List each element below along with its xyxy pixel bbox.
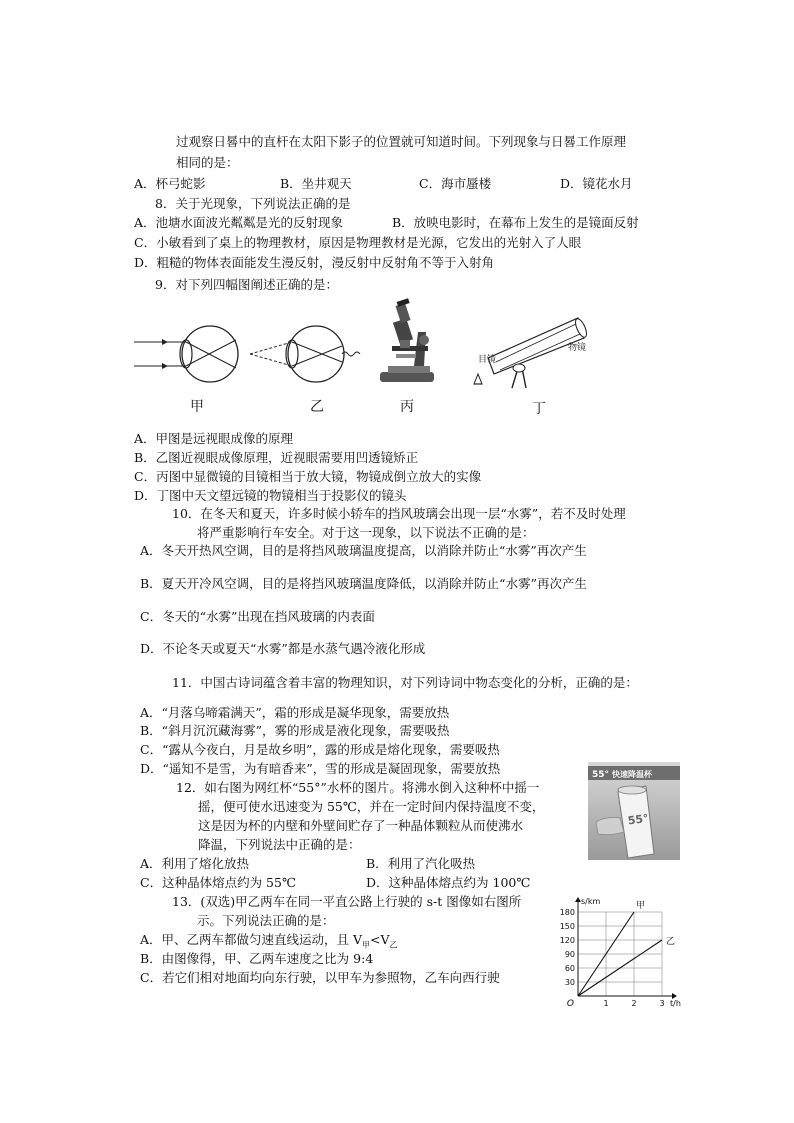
y-tick-label-3: 120 [559, 936, 575, 945]
y-axis-label: s/km [581, 897, 601, 906]
q13-option-a-sub-jia: 甲 [362, 940, 371, 950]
q12-stem-line3: 这是因为杯的内壁和外壁间贮存了一种晶体颗粒从而使沸水 [198, 818, 524, 833]
telescope-objective-label: 物镜 [568, 343, 587, 353]
caption-yi: 乙 [310, 399, 324, 415]
y-tick-label-1: 60 [564, 964, 575, 973]
q7-stem-line2: 相同的是： [176, 155, 239, 170]
cup-brand-text: 55° [592, 770, 610, 780]
q8-option-b: B．放映电影时，在幕布上发生的是镜面反射 [392, 215, 639, 230]
q12-stem-line4: 降温，下列说法中正确的是： [198, 837, 361, 852]
q12-option-c: C．这种晶体熔点约为 55℃ [140, 875, 296, 890]
cup-body-55-text: 55° [626, 811, 650, 828]
q13-option-c: C．若它们相对地面均向东行驶，以甲车为参照物，乙车向西行驶 [140, 970, 500, 985]
figure-yi-eye-diagram [246, 318, 368, 390]
cup-product-photo [588, 762, 680, 860]
q10-option-c: C．冬天的“水雾”出现在挡风玻璃的内表面 [140, 609, 375, 624]
cup-slogan-text: 快速降温杯 [612, 770, 652, 779]
q8-option-d: D．粗糙的物体表面能发生漫反射，漫反射中反射角不等于入射角 [134, 255, 495, 270]
q11-option-a: A．“月落乌啼霜满天”，霜的形成是凝华现象，需要放热 [140, 705, 450, 720]
q13-stem-line1: 13．(双选)甲乙两车在同一平直公路上行驶的 s-t 图像如右图所 [172, 894, 522, 909]
caption-ding: 丁 [532, 401, 546, 417]
q13-option-a-text: A．甲、乙两车都做匀速直线运动，且 V [140, 932, 363, 947]
x-tick-label-1: 2 [631, 999, 637, 1008]
q13-option-a-mid: <V [370, 932, 390, 947]
q7-option-d: D．镜花水月 [560, 176, 633, 191]
q7-stem-line1: 过观察日晷中的直杆在太阳下影子的位置就可知道时间。下列现象与日晷工作原理 [176, 134, 627, 149]
figure-ding-telescope [466, 312, 590, 392]
y-tick-label-2: 90 [564, 950, 575, 959]
q9-option-c: C．丙图中显微镜的目镜相当于放大镜，物镜成倒立放大的实像 [134, 469, 482, 484]
q9-option-d: D．丁图中天文望远镜的物镜相当于投影仪的镜头 [134, 488, 407, 503]
q10-stem-line1: 10．在冬天和夏天，许多时候小轿车的挡风玻璃会出现一层“水雾”，若不及时处理 [172, 506, 626, 521]
q11-option-b: B．“斜月沉沉藏海雾”，雾的形成是液化现象，需要吸热 [140, 723, 450, 738]
series-label-0: 甲 [636, 901, 646, 911]
q7-option-c: C．海市蜃楼 [419, 176, 492, 191]
q11-option-d: D．“遥知不是雪，为有暗香来”，雪的形成是凝固现象，需要放热 [140, 761, 501, 776]
q7-option-b: B．坐井观天 [280, 176, 352, 191]
origin-label: O [566, 999, 574, 1008]
caption-bing: 丙 [400, 399, 414, 415]
q8-option-a: A．池塘水面波光粼粼是光的反射现象 [134, 215, 344, 230]
telescope-eyepiece-label: 目镜 [478, 355, 497, 365]
figure-jia-eye-diagram [132, 318, 244, 390]
q11-stem: 11．中国古诗词蕴含着丰富的物理知识，对下列诗词中物态变化的分析，正确的是： [172, 675, 638, 690]
y-tick-label-0: 30 [564, 978, 575, 987]
q13-stem-line2: 示。下列说法正确的是： [197, 913, 335, 928]
q8-stem: 8．关于光现象，下列说法正确的是 [155, 196, 351, 211]
q9-stem: 9．对下列四幅图阐述正确的是： [155, 277, 338, 292]
q10-option-b: B．夏天开冷风空调，目的是将挡风玻璃温度降低，以消除并防止“水雾”再次产生 [140, 576, 587, 591]
st-graph-chart [552, 894, 682, 1008]
q12-option-d: D．这种晶体熔点约为 100℃ [366, 875, 531, 890]
q10-stem-line2: 将严重影响行车安全。对于这一现象，以下说法不正确的是： [197, 525, 535, 540]
q12-option-a: A．利用了熔化放热 [140, 856, 250, 871]
q12-option-b: B．利用了汽化吸热 [366, 856, 476, 871]
q10-option-d: D．不论冬天或夏天“水雾”都是水蒸气遇冷液化形成 [140, 641, 426, 656]
q10-option-a: A．冬天开热风空调，目的是将挡风玻璃温度提高，以消除并防止“水雾”再次产生 [140, 543, 587, 558]
q9-option-a: A．甲图是远视眼成像的原理 [134, 431, 294, 446]
series-label-1: 乙 [666, 937, 676, 947]
x-axis-label: t/h [670, 999, 681, 1008]
q12-stem-line1: 12．如右图为网红杯“55°”水杯的图片。将沸水倒入这种杯中摇一 [176, 780, 540, 795]
q13-option-a-sub-yi: 乙 [389, 940, 398, 950]
q7-option-a: A．杯弓蛇影 [134, 176, 206, 191]
q9-option-b: B．乙图近视眼成像原理，近视眼需要用凹透镜矫正 [134, 450, 419, 465]
figure-bing-microscope [374, 296, 444, 386]
caption-jia: 甲 [190, 399, 204, 415]
q12-stem-line2: 摇，便可使水迅速变为 55℃，并在一定时间内保持温度不变， [198, 799, 545, 814]
q11-option-c: C．“露从今夜白，月是故乡明”，露的形成是熔化现象，需要吸热 [140, 742, 500, 757]
q13-option-b: B．由图像得，甲、乙两车速度之比为 9:4 [140, 951, 374, 966]
q8-option-c: C．小敏看到了桌上的物理教材，原因是物理教材是光源，它发出的光射入了人眼 [134, 235, 582, 250]
y-tick-label-5: 180 [559, 908, 575, 917]
x-tick-label-2: 3 [659, 999, 665, 1008]
x-tick-label-0: 1 [603, 999, 609, 1008]
y-tick-label-4: 150 [559, 922, 575, 931]
